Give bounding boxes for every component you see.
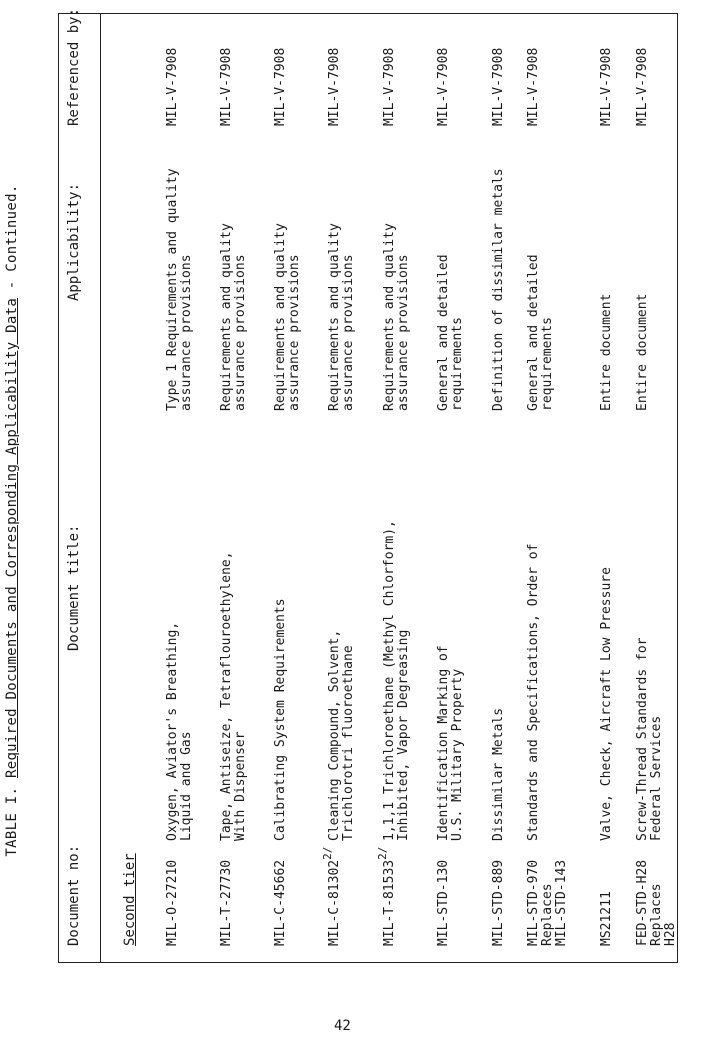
header-applicability: Applicability: <box>66 182 82 301</box>
row-doc-title: Tape, Antiseize, Tetraflouroethylene, With Dispenser <box>219 551 248 841</box>
row-doc-title: Screw-Thread Standards for Federal Services <box>635 637 664 841</box>
row-referenced-by: MIL-V-7908 <box>526 47 541 126</box>
header-referenced-by: Referenced by: <box>66 7 82 126</box>
row-doc-title: Identification Marking of U.S. Military Property <box>436 645 465 841</box>
row-doc-title: Calibrating System Requirements <box>273 598 288 841</box>
row-doc-title: Oxygen, Aviator's Breathing, Liquid and Gas <box>165 621 194 841</box>
row-doc-title: Dissimilar Metals <box>491 707 506 841</box>
row-applicability: Requirements and quality assurance provisions <box>327 223 356 411</box>
row-referenced-by: MIL-V-7908 <box>273 47 288 126</box>
row-doc-no: MIL-T-27730 <box>219 859 234 946</box>
row-doc-no: MIL-$T-81533^{2/}$ <box>375 846 397 946</box>
row-doc-no: MIL-STD-889 <box>491 859 506 946</box>
row-referenced-by: MIL-V-7908 <box>327 47 342 126</box>
row-doc-title: Valve, Check, Aircraft Low Pressure <box>599 567 614 841</box>
row-applicability: General and detailed requirements <box>526 254 555 411</box>
row-doc-no: MS21211 <box>599 891 614 946</box>
header-rule <box>100 13 101 963</box>
row-doc-no: MIL-C-45662 <box>273 859 288 946</box>
table-frame <box>58 13 678 963</box>
table-caption <box>4 0 20 1041</box>
row-doc-no: FED-STD-H28 Replaces H28 <box>635 859 678 946</box>
row-doc-title: Standards and Specifications, Order of <box>526 543 541 841</box>
row-applicability: Requirements and quality assurance provisions <box>382 223 411 411</box>
row-doc-no: MIL-STD-130 <box>436 859 451 946</box>
header-document-title: Document title: <box>66 524 82 651</box>
row-applicability: Type 1 Requirements and quality assurance provisions <box>165 168 194 411</box>
row-referenced-by: MIL-V-7908 <box>491 47 506 126</box>
caption-title: Required Documents and Corresponding Applicability Data <box>4 297 20 779</box>
row-referenced-by: MIL-V-7908 <box>382 47 397 126</box>
row-doc-title: Cleaning Compound, Solvent, Trichlorotri fluoroethane <box>327 629 356 841</box>
caption-prefix: TABLE I. <box>4 778 20 857</box>
row-doc-no: MIL-O-27210 <box>165 859 180 946</box>
row-doc-no: MIL-$C-81302^{2/}$ <box>320 846 342 946</box>
row-referenced-by: MIL-V-7908 <box>165 47 180 126</box>
row-applicability: Requirements and quality assurance provisions <box>273 223 302 411</box>
row-doc-title: 1,1,1 Trichloroethane (Methyl Chlorform), Inhibited, Vapor Degreasing <box>382 520 411 841</box>
tier-label: Second tier <box>122 853 138 946</box>
row-referenced-by: MIL-V-7908 <box>599 47 614 126</box>
caption-suffix: - Continued. <box>4 184 20 298</box>
page-number: 42 <box>334 1018 351 1034</box>
row-doc-no: MIL-STD-970 Replaces MIL-STD-143 <box>526 859 569 946</box>
row-applicability: Definition of dissimilar metals <box>491 168 506 411</box>
row-applicability: Entire document <box>635 293 650 411</box>
row-referenced-by: MIL-V-7908 <box>219 47 234 126</box>
row-applicability: General and detailed requirements <box>436 254 465 411</box>
header-document-no: Document no: <box>66 844 82 946</box>
row-applicability: Requirements and quality assurance provisions <box>219 223 248 411</box>
row-referenced-by: MIL-V-7908 <box>635 47 650 126</box>
row-referenced-by: MIL-V-7908 <box>436 47 451 126</box>
row-applicability: Entire document <box>599 293 614 411</box>
